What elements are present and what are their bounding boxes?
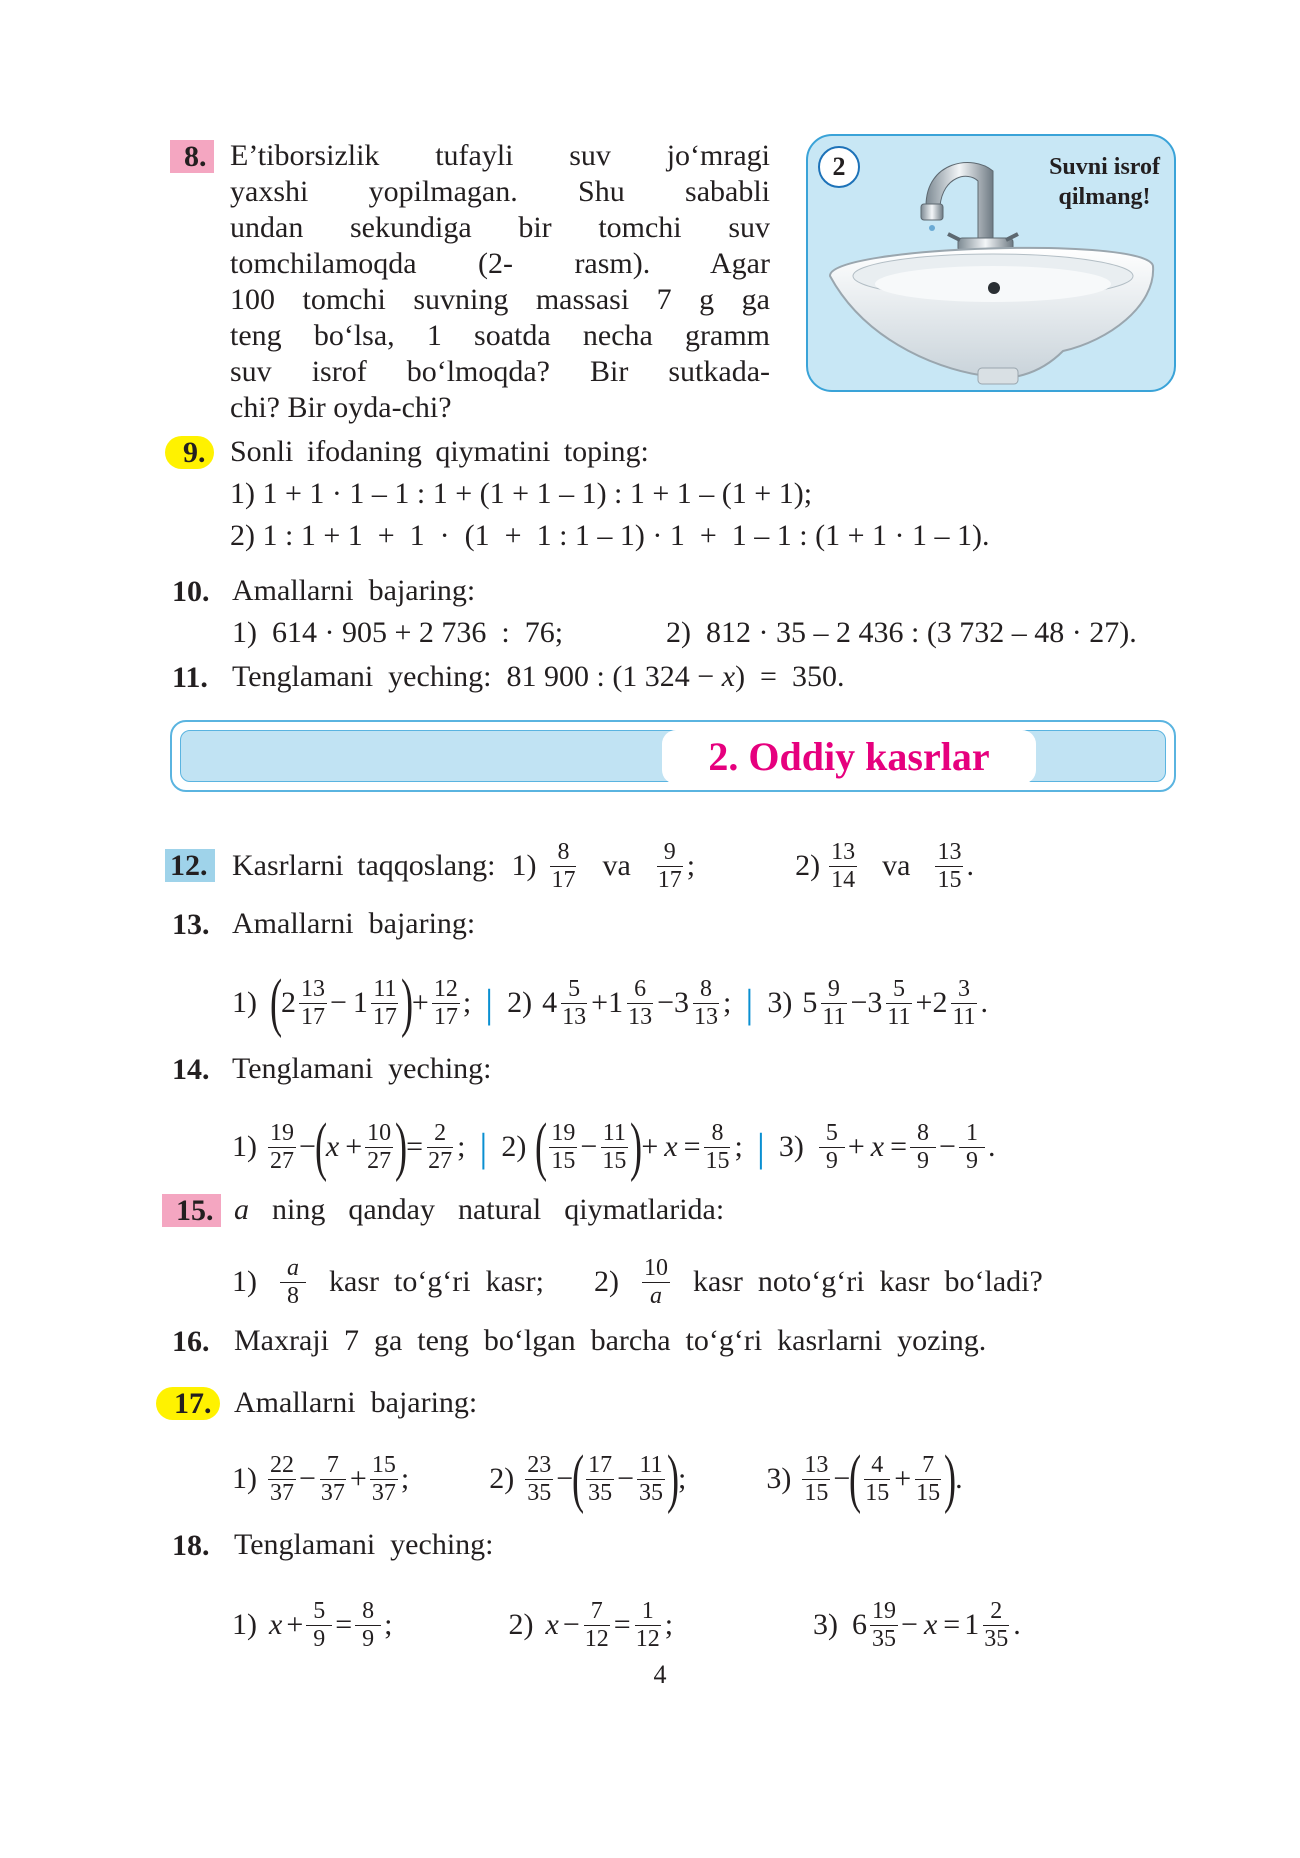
problem-8-text: E’tiborsizlik tufayli suv jo‘mragi yaxshi yopilmagan. Shu sababli undan sekundiga bir tomchi suv tomchilamoqda (2- rasm). Agar 100 tomchi suvning massasi 7 g ga teng bo‘lsa, 1 soatda necha gramm suv isrof bo‘lmoqda? Bir sutkada- chi? Bir oyda-chi? [230,139,770,424]
problem-15-text: a ning qanday natural qiymatlarida: [234,1193,725,1226]
fraction: $\frac{13}{15}$ [937,838,962,893]
problem-16-text: Maxraji 7 ga teng bo‘lgan barcha to‘g‘ri kasrlarni yozing. [234,1324,987,1357]
separator: | [485,980,494,1026]
problem-16-number: 16. [172,1325,210,1358]
problem-10-number: 10. [172,575,210,608]
problem-11-text: Tenglamani yeching: 81 900 : (1 324 − x) = 350. [232,660,845,693]
problem-8-number: 8. [170,139,214,175]
problem-15-row: 1) $\frac{a}{8}$ kasr to‘g‘ri kasr; 2) $\frac{10}{a}$ kasr noto‘g‘ri kasr bo‘ladi? [232,1254,1043,1309]
page-number: 4 [653,1660,667,1689]
problem-12-number: 12. [165,848,215,884]
section-title: 2. Oddiy kasrlar [662,730,1036,784]
separator: | [479,1124,488,1170]
problem-11-number: 11. [172,661,208,694]
problem-14-row: 1) $\frac{19}{27}$ − ( x + $\frac{10}{27}$ ) = $\frac{2}{27}$ ; | 2) ( $\frac{19}{15}$ − $\frac{11}{15}$ ) + x = $\frac{8}{15}$ ; | 3) $\frac{5}{9}$ + x = $\frac{8}{9}$ − $\frac{1}{9}$ . [232,1110,996,1183]
problem-10-item-2: 2) 812 · 35 – 2 436 : (3 732 – 48 · 27). [666,616,1137,649]
problem-13-row: 1) ( 2 $\frac{13}{17}$ − 1 $\frac{11}{17}$ ) + $\frac{12}{17}$ ; | 2) 4 $\frac{5}{13}$ + 1 $\frac{6}{13}$ − 3 $\frac{8}{13}$ ; | 3) 5 $\frac{9}{11}$ − 3 $\frac{5}{11}$ + 2 $\frac{3}{11}$ . [232,966,989,1039]
problem-18-number: 18. [172,1529,210,1562]
fraction: $\frac{8}{17}$ [551,838,576,893]
figure-2-sink [806,134,1176,392]
problem-9-number: 9. [165,435,214,471]
problem-14-number: 14. [172,1053,210,1086]
problem-13-number: 13. [172,908,210,941]
problem-17-text: Amallarni bajaring: [234,1386,478,1419]
fraction: $\frac{9}{17}$ [657,838,682,893]
problem-12-row: Kasrlarni taqqoslang: 1) $\frac{8}{17}$ va $\frac{9}{17}$ ; 2) $\frac{13}{14}$ va $\frac{13}{15}$ . [232,838,974,893]
problem-18-text: Tenglamani yeching: [234,1528,494,1561]
problem-9-item-2: 2) 1 : 1 + 1 + 1 · (1 + 1 : 1 – 1) · 1 + 1 – 1 : (1 + 1 · 1 – 1). [230,519,990,552]
problem-17-row: 1) $\frac{22}{37}$ − $\frac{7}{37}$ + $\frac{15}{37}$ ; 2) $\frac{23}{35}$ − ( $\frac{17}{35}$ − $\frac{11}{35}$ ) ; 3) $\frac{13}{15}$ − ( $\frac{4}{15}$ + $\frac{7}{15}$ ) . [232,1442,963,1515]
problem-15-number: 15. [162,1193,221,1229]
fraction: $\frac{13}{14}$ [831,838,856,893]
figure-caption: Suvni isrof qilmang! [1049,154,1160,210]
separator: | [745,980,754,1026]
problem-13-text: Amallarni bajaring: [232,907,476,940]
problem-14-text: Tenglamani yeching: [232,1052,492,1085]
problem-17-number: 17. [156,1386,220,1422]
figure-number: 2 [818,146,860,188]
section-banner [170,720,1176,792]
problem-10-text: Amallarni bajaring: [232,574,476,607]
problem-9-text: Sonli ifodaning qiymatini toping: [230,435,649,468]
problem-9-item-1: 1) 1 + 1 · 1 – 1 : 1 + (1 + 1 – 1) : 1 + 1 – (1 + 1); [230,477,813,510]
problem-18-row: 1) x + $\frac{5}{9}$ = $\frac{8}{9}$ ; 2) x − $\frac{7}{12}$ = $\frac{1}{12}$ ; 3) 6 $\frac{19}{35}$ − x = 1 $\frac{2}{35}$ . [232,1597,1021,1652]
sink-illustration [808,136,1174,390]
problem-10-item-1: 1) 614 · 905 + 2 736 : 76; [232,616,564,649]
separator: | [756,1124,765,1170]
